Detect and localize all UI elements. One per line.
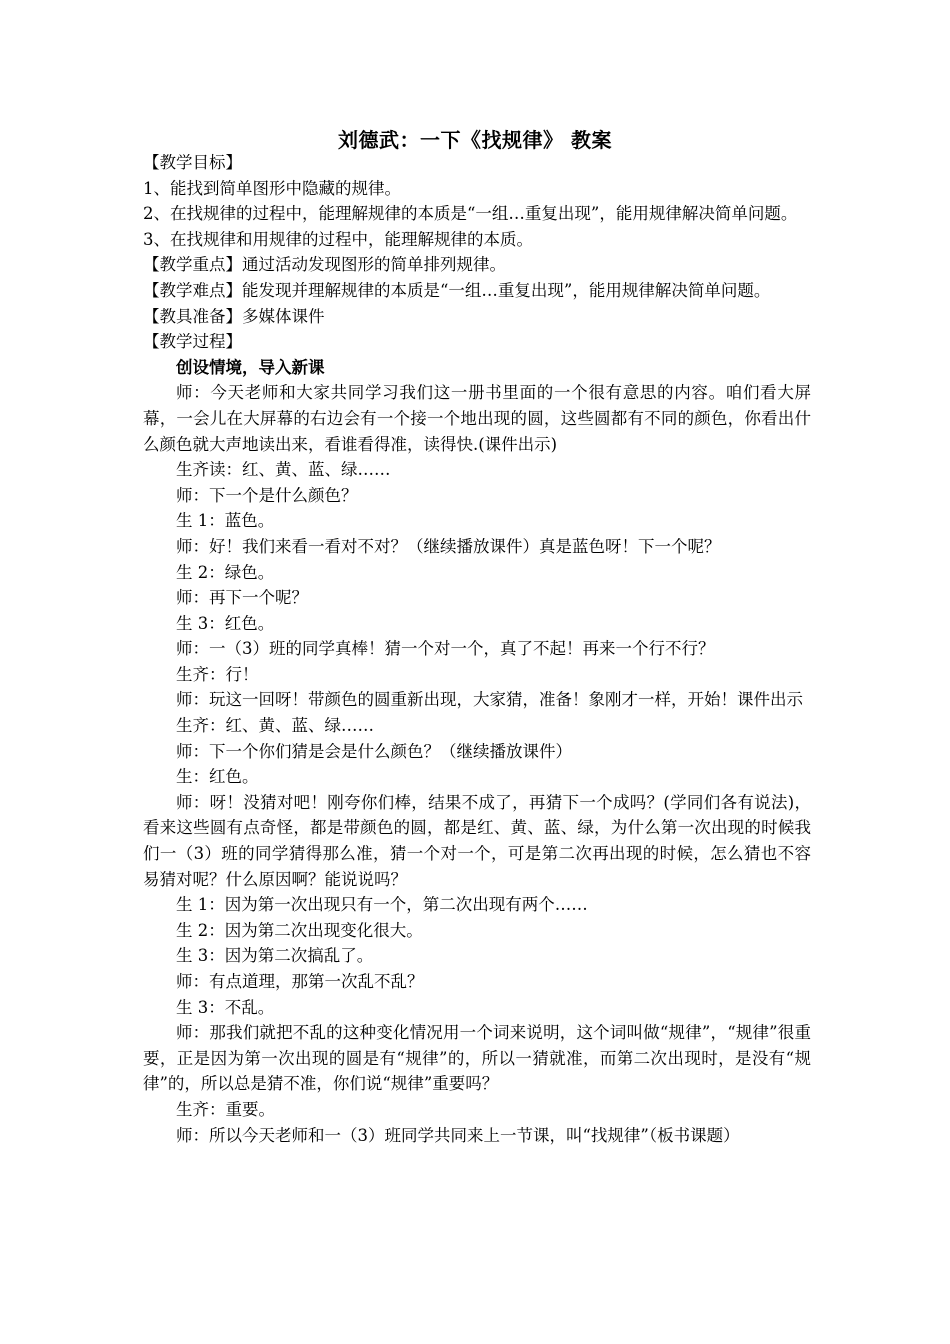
difficulty-label: 【教学难点】	[143, 280, 242, 300]
dialogue-line: 生 2：绿色。	[176, 562, 275, 582]
document-body	[143, 150, 811, 1148]
dialogue-line: 生：红色。	[176, 767, 259, 787]
objective-item: 2、在找规律的过程中，能理解规律的本质是“一组…重复出现”，能用规律解决简单问题。	[143, 204, 798, 224]
key-point-label: 【教学重点】	[143, 255, 242, 275]
dialogue-line: 生齐：红、黄、蓝、绿……	[176, 716, 374, 736]
dialogue-line: 师：下一个你们猜是会是什么颜色？（继续播放课件）	[176, 741, 572, 761]
difficulty-text: 能发现并理解规律的本质是“一组…重复出现”，能用规律解决简单问题。	[242, 280, 771, 300]
dialogue-line: 生 3：因为第二次搞乱了。	[176, 946, 374, 966]
dialogue-line: 师：一（3）班的同学真棒！猜一个对一个，真了不起！再来一个行不行？	[176, 639, 715, 659]
tools	[143, 304, 811, 330]
dialogue-line: 师：有点道理，那第一次乱不乱？	[176, 972, 424, 991]
key-point	[143, 252, 811, 278]
document-title: 刘德武：一下《找规律》 教案	[338, 128, 612, 152]
objectives-header: 【教学目标】	[143, 153, 242, 172]
dialogue-line: 师：呀！没猜对吧！刚夸你们棒，结果不成了，再猜下一个成吗？(学同们各有说法)，看来这些圆有点奇怪，都是带颜色的圆，都是红、黄、蓝、绿，为什么第一次出现的时候我们一（3）班的同学猜得那么准，猜一个对一个，可是第二次再出现的时候，怎么猜也不容易猜对呢？什么原因啊？能说说吗？	[143, 792, 811, 889]
dialogue-line: 生 1：蓝色。	[176, 511, 275, 531]
dialogue-line: 师：玩这一回呀！带颜色的圆重新出现，大家猜，准备！象刚才一样，开始！课件出示	[176, 690, 803, 710]
dialogue-line: 生 3：不乱。	[176, 997, 275, 1017]
tools-label: 【教具准备】	[143, 306, 242, 326]
dialogue-line: 生齐：行！	[176, 664, 259, 684]
dialogue-line: 生 1：因为第一次出现只有一个，第二次出现有两个……	[176, 895, 588, 915]
dialogue-line: 生齐：重要。	[176, 1099, 275, 1119]
dialogue-line: 生齐读：红、黄、蓝、绿……	[176, 460, 391, 480]
process-header: 【教学过程】	[143, 332, 242, 352]
section-title: 创设情境，导入新课	[176, 357, 325, 377]
difficulty	[143, 278, 811, 304]
tools-text: 多媒体课件	[242, 306, 325, 326]
dialogue-line: 师：好！我们来看一看对不对？（继续播放课件）真是蓝色呀！下一个呢？	[176, 536, 721, 556]
dialogue-line: 师：那我们就把不乱的这种变化情况用一个词来说明，这个词叫做“规律”，“规律”很重要，正是因为第一次出现的圆是有“规律”的，所以一猜就准，而第二次出现时，是没有“规律”的，所以总是猜不准，你们说“规律”重要吗？	[143, 1023, 811, 1094]
dialogue-line: 师：再下一个呢？	[176, 588, 308, 608]
key-point-text: 通过活动发现图形的简单排列规律。	[242, 255, 506, 275]
dialogue-line: 生 2：因为第二次出现变化很大。	[176, 920, 423, 940]
objective-item: 1、能找到简单图形中隐藏的规律。	[143, 178, 401, 198]
dialogue-line: 师：所以今天老师和一（3）班同学共同来上一节课，叫“找规律”（板书课题）	[176, 1125, 740, 1145]
dialogue-line: 生 3：红色。	[176, 613, 275, 633]
dialogue-line: 师：今天老师和大家共同学习我们这一册书里面的一个很有意思的内容。咱们看大屏幕，一会儿在大屏幕的右边会有一个接一个地出现的圆，这些圆都有不同的颜色，你看出什么颜色就大声地读出来，看谁看得准，读得快.(课件出示)	[143, 383, 811, 454]
objective-item: 3、在找规律和用规律的过程中，能理解规律的本质。	[143, 229, 533, 249]
dialogue-line: 师：下一个是什么颜色？	[176, 485, 358, 505]
